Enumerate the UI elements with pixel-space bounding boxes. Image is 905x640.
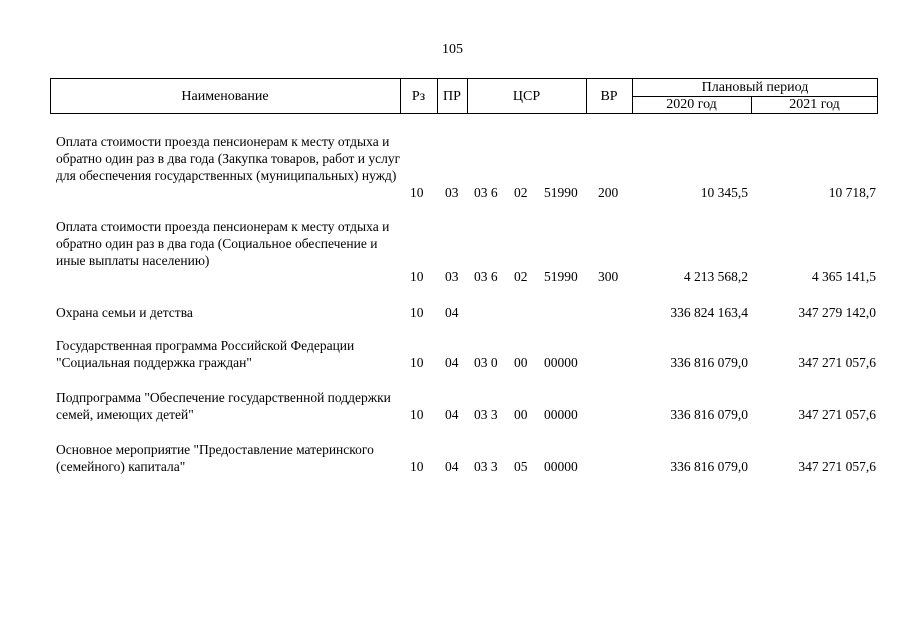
row-csr-subprogram: 02 [514, 269, 528, 284]
row-csr-program: 03 6 [474, 185, 498, 200]
row-pr: 04 [445, 459, 459, 474]
row-csr-program: 03 0 [474, 355, 498, 370]
row-rz: 10 [410, 407, 424, 422]
row-pr: 04 [445, 305, 459, 320]
row-csr-direction: 00000 [544, 459, 578, 474]
row-csr-subprogram: 02 [514, 185, 528, 200]
row-value-2020: 336 816 079,0 [670, 407, 748, 422]
row-pr: 04 [445, 407, 459, 422]
row-value-2020: 10 345,5 [700, 185, 748, 200]
row-value-2021: 347 271 057,6 [798, 355, 876, 370]
row-name: Государственная программа Российской Федерации "Социальная поддержка граждан" [56, 338, 355, 370]
row-value-2021: 10 718,7 [828, 185, 876, 200]
header-rz: Рз [411, 89, 426, 104]
row-csr-direction: 00000 [544, 355, 578, 370]
row-csr-direction: 51990 [544, 269, 578, 284]
row-value-2020: 336 816 079,0 [670, 459, 748, 474]
row-value-2021: 4 365 141,5 [811, 269, 876, 284]
header-name: Наименование [181, 89, 269, 104]
row-value-2021: 347 271 057,6 [798, 459, 876, 474]
header-pr: ПР [443, 89, 461, 104]
row-rz: 10 [410, 269, 424, 284]
header-csr: ЦСР [512, 89, 541, 104]
row-pr: 03 [445, 269, 459, 284]
row-vr: 300 [598, 269, 619, 284]
row-rz: 10 [410, 355, 424, 370]
row-value-2021: 347 279 142,0 [798, 305, 876, 320]
row-csr-program: 03 3 [474, 407, 498, 422]
row-csr-direction: 00000 [544, 407, 578, 422]
row-name: Основное мероприятие "Предоставление материнского (семейного) капитала" [56, 442, 374, 474]
row-value-2020: 336 824 163,4 [670, 305, 748, 320]
row-vr: 200 [598, 185, 619, 200]
row-csr-subprogram: 00 [514, 355, 528, 370]
row-name: Оплата стоимости проезда пенсионерам к месту отдыха и обратно один раз в два года (Закупка товаров, работ и услуг для обеспечения государственных (муниципальных) нужд) [56, 134, 401, 183]
row-csr-direction: 51990 [544, 185, 578, 200]
row-pr: 03 [445, 185, 459, 200]
header-plan-period: Плановый период [701, 80, 809, 95]
row-csr-program: 03 3 [474, 459, 498, 474]
header-year-2021: 2021 год [789, 97, 840, 112]
page-number: 105 [442, 42, 463, 57]
header-year-2020: 2020 год [666, 97, 717, 112]
row-rz: 10 [410, 459, 424, 474]
row-name: Оплата стоимости проезда пенсионерам к месту отдыха и обратно один раз в два года (Социальное обеспечение и иные выплаты населению) [56, 219, 390, 268]
row-rz: 10 [410, 305, 424, 320]
row-value-2021: 347 271 057,6 [798, 407, 876, 422]
row-csr-program: 03 6 [474, 269, 498, 284]
header-vr: ВР [600, 89, 618, 104]
row-rz: 10 [410, 185, 424, 200]
row-name: Подпрограмма "Обеспечение государственной поддержки семей, имеющих детей" [56, 390, 391, 422]
row-pr: 04 [445, 355, 459, 370]
row-value-2020: 336 816 079,0 [670, 355, 748, 370]
row-value-2020: 4 213 568,2 [683, 269, 748, 284]
row-name: Охрана семьи и детства [56, 305, 193, 320]
row-csr-subprogram: 05 [514, 459, 528, 474]
row-csr-subprogram: 00 [514, 407, 528, 422]
